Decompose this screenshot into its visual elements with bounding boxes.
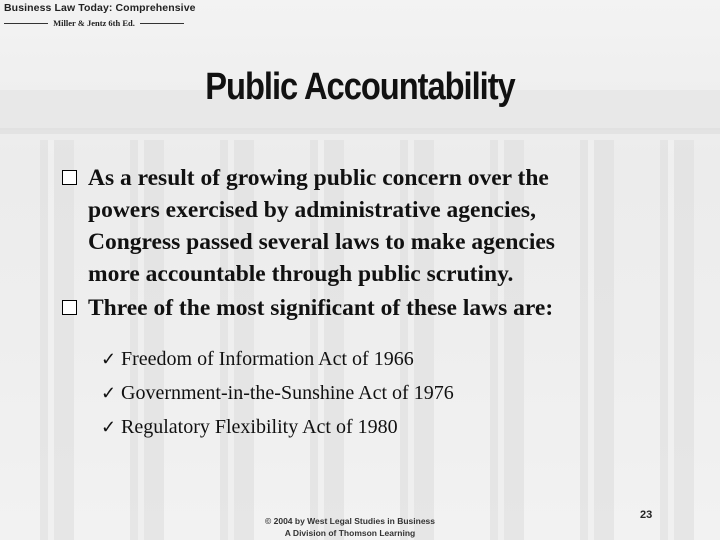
bullet-item — [62, 292, 662, 324]
bullet-line: more accountable through public scrutiny. — [88, 261, 514, 287]
course-title: Business Law Today: Comprehensive — [4, 2, 196, 14]
bullet-item — [62, 162, 662, 290]
course-header — [4, 2, 204, 36]
sub-bullet-item — [101, 376, 621, 410]
bullet-line: Three of the most significant of these laws are: — [88, 295, 554, 321]
checkmark-icon: ✓ — [101, 383, 117, 403]
slide-title: Public Accountability — [205, 66, 515, 108]
course-edition: Miller & Jentz 6th Ed. — [53, 18, 135, 28]
sub-bullet-text: Freedom of Information Act of 1966 — [121, 348, 414, 370]
publisher-line: A Division of Thomson Learning — [284, 528, 416, 538]
square-bullet-icon — [62, 170, 77, 185]
checkmark-icon: ✓ — [101, 417, 117, 437]
sub-bullets — [101, 342, 621, 444]
bullet-line: powers exercised by administrative agencies, — [88, 197, 536, 223]
page-number: 23 — [640, 509, 653, 521]
checkmark-icon: ✓ — [101, 349, 117, 369]
copyright-footer — [0, 515, 720, 539]
sub-bullet-item — [101, 410, 621, 444]
divider-right — [140, 23, 184, 24]
sub-bullet-text: Government-in-the-Sunshine Act of 1976 — [121, 382, 454, 404]
main-bullets — [62, 162, 662, 324]
bullet-line: As a result of growing public concern over the — [88, 165, 549, 191]
divider-left — [4, 23, 48, 24]
course-edition-row — [4, 18, 184, 28]
square-bullet-icon — [62, 300, 77, 315]
sub-bullet-text: Regulatory Flexibility Act of 1980 — [121, 416, 398, 438]
bullet-line: Congress passed several laws to make agencies — [88, 229, 555, 255]
copyright-line: © 2004 by West Legal Studies in Business — [264, 516, 436, 526]
sub-bullet-item — [101, 342, 621, 376]
